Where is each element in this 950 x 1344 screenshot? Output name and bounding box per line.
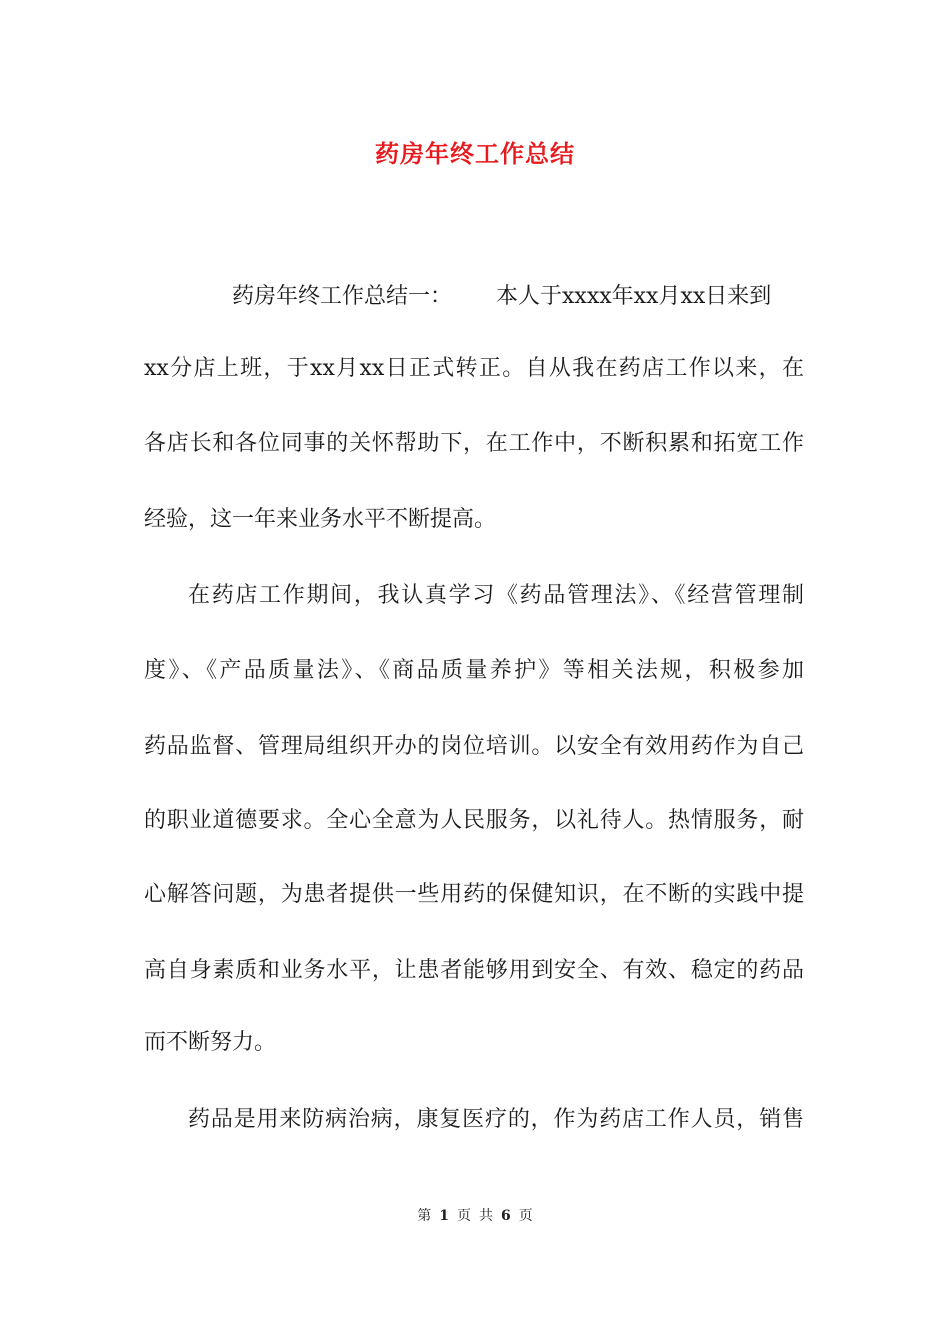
- paragraph-2-line-3: 药品监督、管理局组织开办的岗位培训。以安全有效用药作为自己: [144, 734, 804, 759]
- footer-total-label: 共: [479, 1208, 493, 1224]
- current-page-number: 1: [439, 1208, 449, 1224]
- paragraph-2-line-4: 的职业道德要求。全心全意为人民服务，以礼待人。热情服务，耐: [144, 808, 804, 833]
- paragraph-1-line-2: xx分店上班，于xx月xx日正式转正。自从我在药店工作以来，在: [144, 356, 804, 381]
- paragraph-2-line-2: 度》、《产品质量法》、《商品质量养护》等相关法规，积极参加: [144, 658, 804, 683]
- paragraph-1-line-1-text: 本人于xxxx年xx月xx日来到: [496, 284, 772, 309]
- paragraph-1-line-4: 经验，这一年来业务水平不断提高。: [144, 507, 497, 532]
- paragraph-1-line-3: 各店长和各位同事的关怀帮助下，在工作中，不断积累和拓宽工作: [144, 431, 804, 456]
- total-pages-number: 6: [501, 1208, 511, 1224]
- page-footer: [0, 1206, 950, 1226]
- document-title: 药房年终工作总结: [375, 139, 575, 168]
- footer-suffix: 页: [518, 1208, 533, 1224]
- paragraph-2-line-6: 高自身素质和业务水平，让患者能够用到安全、有效、稳定的药品: [144, 958, 804, 983]
- paragraph-2-line-5: 心解答问题，为患者提供一些用药的保健知识，在不断的实践中提: [144, 882, 804, 907]
- paragraph-2-line-1: 在药店工作期间，我认真学习《药品管理法》、《经营管理制: [188, 583, 804, 608]
- paragraph-3-line-1: 药品是用来防病治病，康复医疗的，作为药店工作人员，销售: [188, 1107, 804, 1132]
- footer-prefix: 第: [417, 1208, 432, 1224]
- section-heading-inline: 药房年终工作总结一：: [232, 284, 453, 309]
- footer-page-label: 页: [457, 1208, 471, 1224]
- paragraph-1-line-1: [232, 281, 804, 313]
- paragraph-2-line-7: 而不断努力。: [144, 1030, 277, 1055]
